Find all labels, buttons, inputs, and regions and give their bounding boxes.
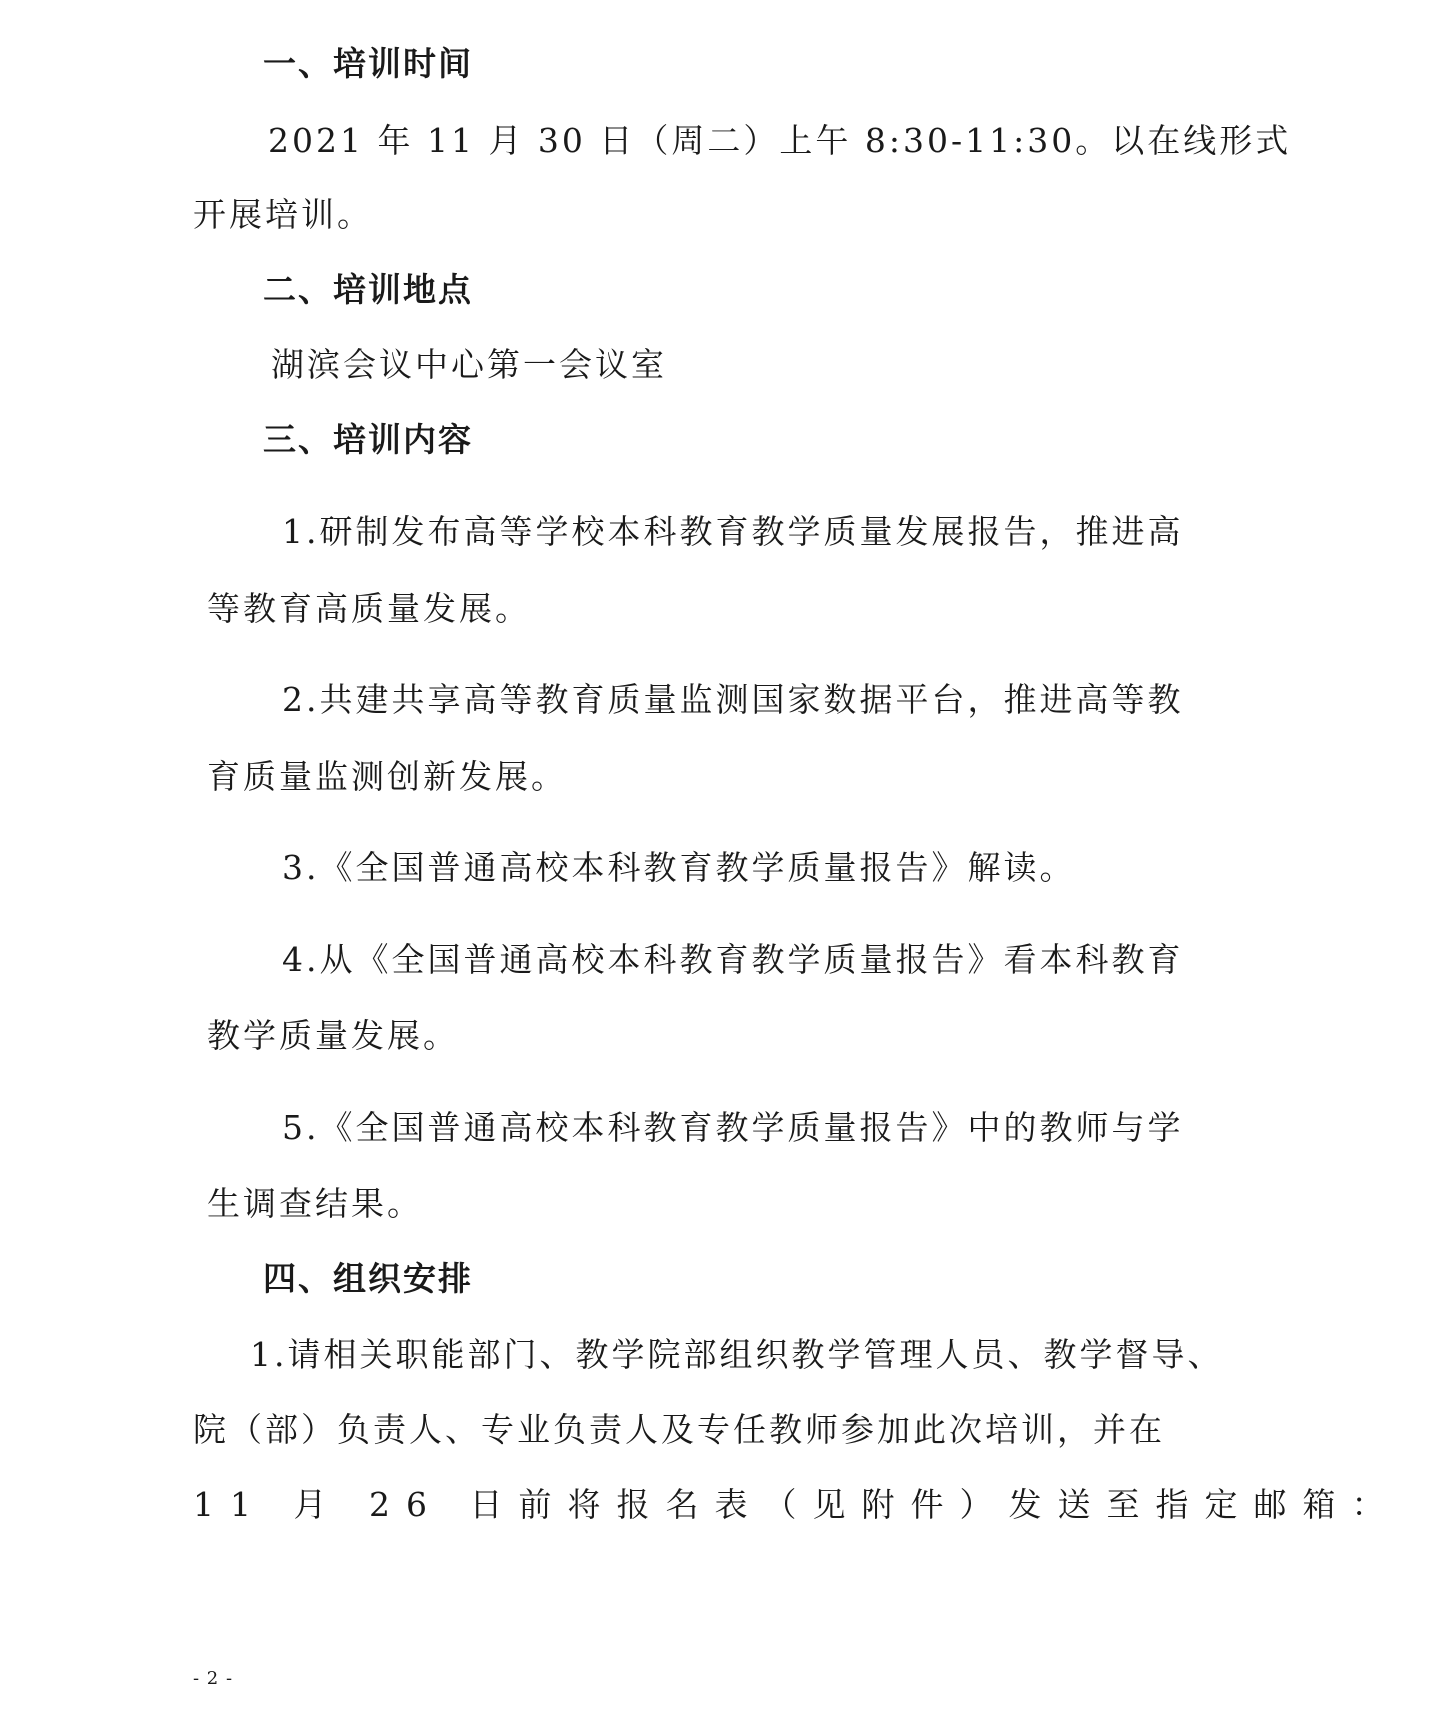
section-heading-arrangement: 四、组织安排 (263, 1259, 473, 1298)
time-text-line-1: 2021 年 11 月 30 日（周二）上午 8:30-11:30。以在线形式 (268, 121, 1292, 160)
content-item-1-line-2: 等教育高质量发展。 (207, 589, 531, 628)
section-heading-time: 一、培训时间 (263, 44, 473, 83)
section-heading-place: 二、培训地点 (263, 270, 473, 309)
page-number: - 2 - (193, 1668, 234, 1689)
place-text: 湖滨会议中心第一会议室 (271, 345, 667, 384)
time-text-line-2: 开展培训。 (193, 195, 373, 234)
content-item-2-line-2: 育质量监测创新发展。 (207, 757, 567, 796)
arrangement-text-line-1: 1.请相关职能部门、教学院部组织教学管理人员、教学督导、 (250, 1335, 1224, 1374)
arrangement-text-line-3: 11 月 26 日前将报名表（见附件）发送至指定邮箱： (193, 1485, 1401, 1524)
content-item-5-line-2: 生调查结果。 (207, 1184, 423, 1223)
section-heading-content: 三、培训内容 (263, 420, 473, 459)
content-item-4-line-1: 4.从《全国普通高校本科教育教学质量报告》看本科教育 (282, 940, 1184, 979)
content-item-2-line-1: 2.共建共享高等教育质量监测国家数据平台，推进高等教 (282, 680, 1184, 719)
arrangement-text-line-2: 院（部）负责人、专业负责人及专任教师参加此次培训，并在 (193, 1410, 1165, 1449)
content-item-5-line-1: 5.《全国普通高校本科教育教学质量报告》中的教师与学 (282, 1108, 1184, 1147)
content-item-3-line-1: 3.《全国普通高校本科教育教学质量报告》解读。 (282, 848, 1076, 887)
content-item-4-line-2: 教学质量发展。 (207, 1016, 459, 1055)
content-item-1-line-1: 1.研制发布高等学校本科教育教学质量发展报告，推进高 (282, 512, 1184, 551)
